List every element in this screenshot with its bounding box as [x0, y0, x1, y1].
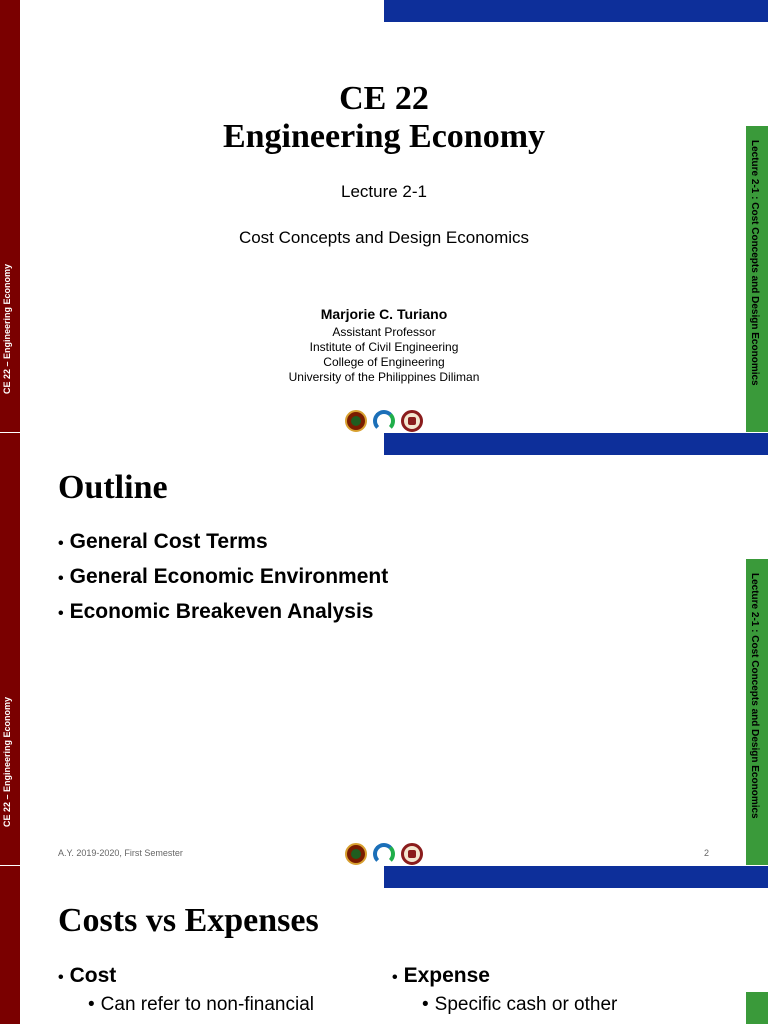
bullet-marker: • [422, 994, 429, 1015]
bullet-marker: • [58, 535, 64, 552]
side-label: CE 22 – Engineering Economy [2, 697, 12, 828]
course-title: Engineering Economy [222, 118, 546, 155]
lecture-number: Lecture 2-1 [341, 182, 427, 201]
list-item [58, 600, 373, 624]
top-banner [384, 0, 768, 22]
coe-seal-icon [401, 410, 423, 432]
course-code: CE 22 [339, 80, 429, 117]
footer-date: A.Y. 2019-2020, First Semester [58, 848, 183, 858]
bullet-marker: • [58, 605, 64, 622]
bullet-text: General Cost Terms [69, 530, 268, 553]
bullet-marker: • [58, 570, 64, 587]
side-bar [0, 866, 20, 1024]
page-number: 2 [704, 848, 710, 858]
slide-title [0, 0, 768, 432]
bullet-marker: • [88, 994, 95, 1015]
left-column-heading: • Cost [58, 964, 117, 987]
college: College of Engineering [323, 355, 445, 369]
side-label: CE 22 – Engineering Economy [2, 264, 12, 395]
slide-costs-vs-expenses [0, 866, 768, 1024]
right-banner-label: Lecture 2-1 : Cost Concepts and Design Economics [749, 573, 760, 819]
ice-swirl-logo-icon [373, 410, 395, 432]
logo-row [345, 410, 423, 432]
institute: Institute of Civil Engineering [309, 340, 459, 354]
right-banner [746, 126, 768, 432]
right-column-heading: • Expense [392, 964, 490, 987]
logo-row [345, 843, 423, 865]
bullet-text: Economic Breakeven Analysis [69, 600, 374, 623]
top-banner [384, 866, 768, 888]
right-banner [746, 559, 768, 865]
bullet-text: General Economic Environment [69, 565, 389, 588]
right-banner [746, 992, 768, 1024]
slide-heading: Costs vs Expenses [58, 902, 319, 939]
bullet-marker: • [58, 969, 64, 986]
side-bar [0, 433, 20, 865]
side-bar [0, 0, 20, 432]
up-seal-icon [345, 410, 367, 432]
author-title: Assistant Professor [332, 325, 436, 339]
university: University of the Philippines Diliman [288, 370, 480, 384]
coe-seal-icon [401, 843, 423, 865]
slide-heading: Outline [58, 469, 168, 506]
ice-swirl-logo-icon [373, 843, 395, 865]
list-item [58, 565, 388, 589]
lecture-topic: Cost Concepts and Design Economics [238, 228, 530, 247]
left-column-subitem: • Can refer to non-financial [88, 994, 314, 1015]
up-seal-icon [345, 843, 367, 865]
right-column-subitem: • Specific cash or other [422, 994, 618, 1015]
right-banner-label: Lecture 2-1 : Cost Concepts and Design Economics [749, 140, 760, 386]
author-name: Marjorie C. Turiano [320, 306, 448, 322]
slide-outline [0, 433, 768, 865]
bullet-marker: • [392, 969, 398, 986]
list-item [58, 530, 268, 554]
top-banner [384, 433, 768, 455]
